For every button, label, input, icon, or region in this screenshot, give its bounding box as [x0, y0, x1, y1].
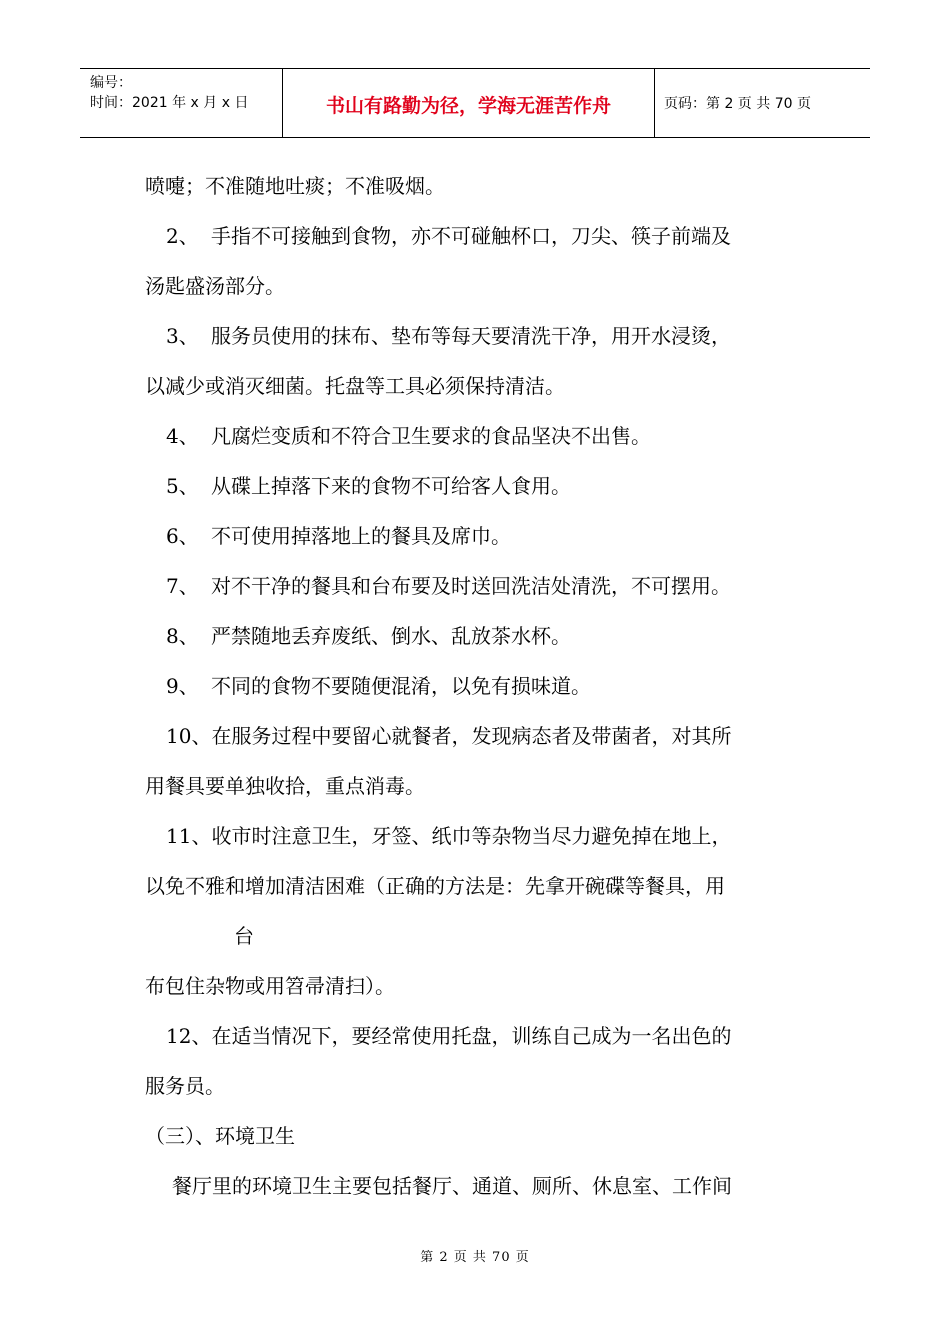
item-text: 不可使用掉落地上的餐具及席巾。 — [211, 524, 511, 548]
item-number: 5、 — [166, 474, 199, 498]
header-divider — [654, 69, 655, 137]
item-text: 凡腐烂变质和不符合卫生要求的食品坚决不出售。 — [211, 424, 651, 448]
document-header — [80, 68, 870, 138]
item-text: 服务员使用的抹布、垫布等每天要清洗干净，用开水浸烫， — [211, 324, 731, 348]
item-number: 8、 — [166, 624, 199, 648]
header-page-info: 页码：第 2 页 共 70 页 — [664, 96, 811, 112]
date-label: 时间：2021 年 x 月 x 日 — [90, 95, 249, 111]
list-item: 10、在服务过程中要留心就餐者，发现病态者及带菌者，对其所 — [166, 724, 732, 748]
list-item: 11、收市时注意卫生，牙签、纸巾等杂物当尽力避免掉在地上， — [166, 824, 732, 848]
list-item: 12、在适当情况下，要经常使用托盘，训练自己成为一名出色的 — [166, 1024, 732, 1048]
body-line: 汤匙盛汤部分。 — [145, 274, 285, 298]
list-item — [166, 574, 731, 598]
list-item — [166, 524, 511, 548]
header-meta — [90, 73, 248, 113]
body-line: 以减少或消灭细菌。托盘等工具必须保持清洁。 — [145, 374, 565, 398]
item-number: 2、 — [166, 224, 199, 248]
list-item — [166, 474, 571, 498]
item-text: 手指不可接触到食物，亦不可碰触杯口，刀尖、筷子前端及 — [211, 224, 731, 248]
header-motto: 书山有路勤为径，学海无涯苦作舟 — [325, 95, 611, 117]
serial-label: 编号： — [90, 75, 132, 91]
body-line: 用餐具要单独收拾，重点消毒。 — [145, 774, 425, 798]
list-item — [166, 424, 651, 448]
body-paragraph: 餐厅里的环境卫生主要包括餐厅、通道、厕所、休息室、工作间 — [172, 1174, 732, 1198]
body-line-fragment: 台 — [234, 924, 254, 948]
item-text: 不同的食物不要随便混淆，以免有损味道。 — [211, 674, 591, 698]
list-item — [166, 624, 571, 648]
item-number: 6、 — [166, 524, 199, 548]
item-number: 7、 — [166, 574, 199, 598]
item-number: 9、 — [166, 674, 199, 698]
item-number: 4、 — [166, 424, 199, 448]
page-footer: 第 2 页 共 70 页 — [420, 1250, 530, 1265]
list-item — [166, 324, 731, 348]
list-item — [166, 674, 591, 698]
body-line: 布包住杂物或用笤帚清扫）。 — [145, 974, 395, 998]
list-item — [166, 224, 731, 248]
body-line: 服务员。 — [145, 1074, 225, 1098]
item-text: 从碟上掉落下来的食物不可给客人食用。 — [211, 474, 571, 498]
item-text: 对不干净的餐具和台布要及时送回洗洁处清洗，不可摆用。 — [211, 574, 731, 598]
item-number: 3、 — [166, 324, 199, 348]
item-text: 严禁随地丢弃废纸、倒水、乱放茶水杯。 — [211, 624, 571, 648]
body-line: 以免不雅和增加清洁困难（正确的方法是：先拿开碗碟等餐具，用 — [145, 874, 725, 898]
body-line: 喷嚏；不准随地吐痰；不准吸烟。 — [145, 174, 445, 198]
section-title: （三）、环境卫生 — [145, 1124, 295, 1148]
